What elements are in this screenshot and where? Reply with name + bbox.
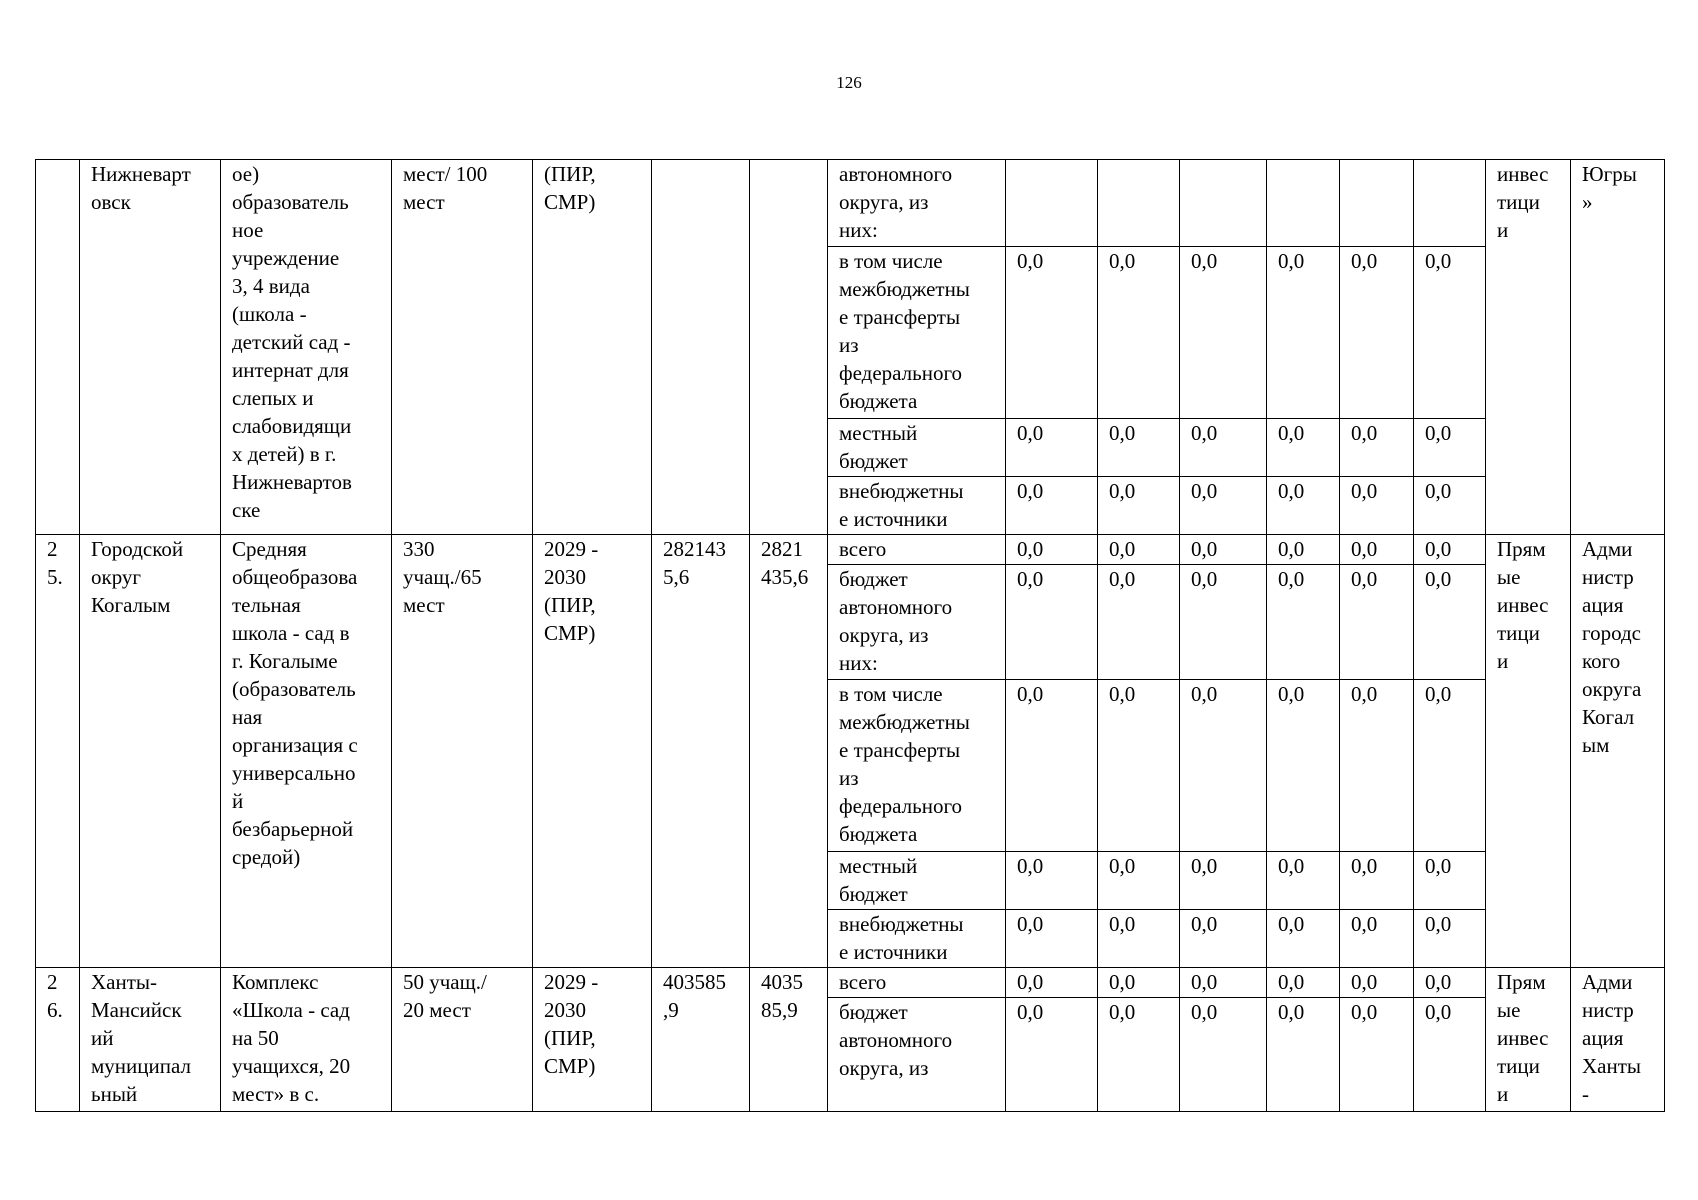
value-cell: 0,0: [1180, 852, 1267, 910]
responsible-cell: Югры »: [1571, 160, 1665, 535]
value-cell: 0,0: [1267, 968, 1340, 998]
source-cell: бюджет автономного округа, из: [828, 998, 1006, 1112]
value-cell: 0,0: [1414, 419, 1486, 477]
empty-value-cell: [1098, 160, 1180, 247]
value-cell: 0,0: [1340, 565, 1414, 680]
value-cell: 0,0: [1098, 852, 1180, 910]
value-cell: 0,0: [1414, 998, 1486, 1112]
value-cell: 0,0: [1098, 910, 1180, 968]
source-cell: местный бюджет: [828, 852, 1006, 910]
value-cell: 0,0: [1098, 477, 1180, 535]
mechanism-cell: инвес тици и: [1486, 160, 1571, 535]
value-cell: 0,0: [1006, 565, 1098, 680]
value-cell: 0,0: [1006, 247, 1098, 419]
value-cell: 0,0: [1414, 565, 1486, 680]
budget-table: [35, 159, 1665, 1112]
period-cell: 2029 - 2030 (ПИР, СМР): [533, 968, 652, 1112]
value-cell: 0,0: [1414, 968, 1486, 998]
cost-total-cell: [652, 160, 750, 535]
responsible-cell: Адми нистр ация городс кого округа Когал ым: [1571, 535, 1665, 968]
value-cell: 0,0: [1267, 247, 1340, 419]
responsible-cell: Адми нистр ация Ханты -: [1571, 968, 1665, 1112]
municipality-cell: Городской округ Когалым: [80, 535, 221, 968]
source-cell: всего: [828, 535, 1006, 565]
value-cell: 0,0: [1267, 477, 1340, 535]
value-cell: 0,0: [1414, 852, 1486, 910]
value-cell: 0,0: [1098, 247, 1180, 419]
source-cell: в том числе межбюджетны е трансферты из федерального бюджета: [828, 247, 1006, 419]
cost-remaining-cell: 4035 85,9: [750, 968, 828, 1112]
value-cell: 0,0: [1180, 477, 1267, 535]
empty-value-cell: [1414, 160, 1486, 247]
value-cell: 0,0: [1267, 535, 1340, 565]
cost-total-cell: 282143 5,6: [652, 535, 750, 968]
object-cell: Средняя общеобразова тельная школа - сад в г. Когалыме (образователь ная организация с универсально й безбарьерной средой): [221, 535, 392, 968]
value-cell: 0,0: [1267, 680, 1340, 852]
value-cell: 0,0: [1340, 535, 1414, 565]
value-cell: 0,0: [1006, 535, 1098, 565]
value-cell: 0,0: [1267, 565, 1340, 680]
value-cell: 0,0: [1340, 852, 1414, 910]
value-cell: 0,0: [1006, 998, 1098, 1112]
empty-value-cell: [1267, 160, 1340, 247]
value-cell: 0,0: [1414, 910, 1486, 968]
value-cell: 0,0: [1006, 477, 1098, 535]
cost-remaining-cell: [750, 160, 828, 535]
period-cell: (ПИР, СМР): [533, 160, 652, 535]
value-cell: 0,0: [1098, 419, 1180, 477]
value-cell: 0,0: [1340, 419, 1414, 477]
cost-remaining-cell: 2821 435,6: [750, 535, 828, 968]
value-cell: 0,0: [1006, 968, 1098, 998]
value-cell: 0,0: [1414, 477, 1486, 535]
value-cell: 0,0: [1180, 680, 1267, 852]
value-cell: 0,0: [1098, 968, 1180, 998]
capacity-cell: 330 учащ./65 мест: [392, 535, 533, 968]
source-cell: местный бюджет: [828, 419, 1006, 477]
table-row: [36, 160, 1665, 247]
capacity-cell: 50 учащ./ 20 мест: [392, 968, 533, 1112]
value-cell: 0,0: [1098, 565, 1180, 680]
value-cell: 0,0: [1180, 247, 1267, 419]
table-body: [36, 160, 1665, 1112]
page-number: 126: [836, 73, 862, 92]
value-cell: 0,0: [1006, 910, 1098, 968]
value-cell: 0,0: [1340, 680, 1414, 852]
value-cell: 0,0: [1267, 998, 1340, 1112]
value-cell: 0,0: [1098, 535, 1180, 565]
capacity-cell: мест/ 100 мест: [392, 160, 533, 535]
value-cell: 0,0: [1006, 852, 1098, 910]
object-cell: ое) образователь ное учреждение 3, 4 вида (школа - детский сад - интернат для слепых и слабовидящи х детей) в г. Нижневартов ске: [221, 160, 392, 535]
period-cell: 2029 - 2030 (ПИР, СМР): [533, 535, 652, 968]
value-cell: 0,0: [1414, 535, 1486, 565]
value-cell: 0,0: [1180, 565, 1267, 680]
row-number-cell: 2 6.: [36, 968, 80, 1112]
value-cell: 0,0: [1340, 477, 1414, 535]
municipality-cell: Нижневарт овск: [80, 160, 221, 535]
value-cell: 0,0: [1340, 247, 1414, 419]
value-cell: 0,0: [1180, 910, 1267, 968]
municipality-cell: Ханты- Мансийск ий муниципал ьный: [80, 968, 221, 1112]
value-cell: 0,0: [1414, 680, 1486, 852]
value-cell: 0,0: [1098, 998, 1180, 1112]
value-cell: 0,0: [1180, 998, 1267, 1112]
value-cell: 0,0: [1006, 680, 1098, 852]
source-cell: внебюджетны е источники: [828, 477, 1006, 535]
value-cell: 0,0: [1180, 968, 1267, 998]
table-row: [36, 968, 1665, 998]
source-cell: бюджет автономного округа, из них:: [828, 565, 1006, 680]
row-number-cell: 2 5.: [36, 535, 80, 968]
table-row: [36, 535, 1665, 565]
source-cell: в том числе межбюджетны е трансферты из федерального бюджета: [828, 680, 1006, 852]
value-cell: 0,0: [1340, 910, 1414, 968]
empty-value-cell: [1180, 160, 1267, 247]
row-number-cell: [36, 160, 80, 535]
source-cell: автономного округа, из них:: [828, 160, 1006, 247]
source-cell: внебюджетны е источники: [828, 910, 1006, 968]
empty-value-cell: [1006, 160, 1098, 247]
mechanism-cell: Прям ые инвес тици и: [1486, 968, 1571, 1112]
value-cell: 0,0: [1414, 247, 1486, 419]
cost-total-cell: 403585 ,9: [652, 968, 750, 1112]
value-cell: 0,0: [1267, 419, 1340, 477]
value-cell: 0,0: [1006, 419, 1098, 477]
value-cell: 0,0: [1340, 968, 1414, 998]
value-cell: 0,0: [1267, 910, 1340, 968]
source-cell: всего: [828, 968, 1006, 998]
object-cell: Комплекс «Школа - сад на 50 учащихся, 20 мест» в с.: [221, 968, 392, 1112]
value-cell: 0,0: [1340, 998, 1414, 1112]
value-cell: 0,0: [1267, 852, 1340, 910]
value-cell: 0,0: [1098, 680, 1180, 852]
empty-value-cell: [1340, 160, 1414, 247]
mechanism-cell: Прям ые инвес тици и: [1486, 535, 1571, 968]
value-cell: 0,0: [1180, 419, 1267, 477]
value-cell: 0,0: [1180, 535, 1267, 565]
